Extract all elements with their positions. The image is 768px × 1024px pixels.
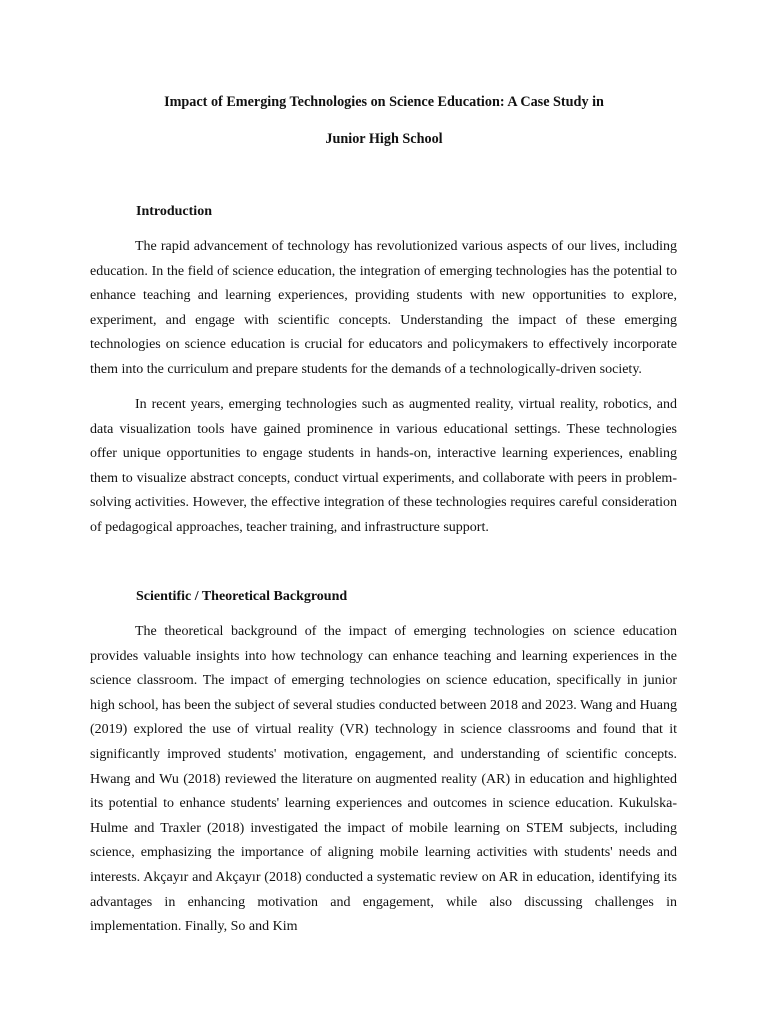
section-heading-introduction: Introduction (136, 204, 212, 219)
document-title-line-2: Junior High School (325, 131, 443, 147)
theoretical-background-paragraph-1: The theoretical background of the impact of emerging technologies on science education provides valuable insights into how technology can enhance teaching and learning experiences in the science classroom. The impact of emerging technologies on science education, specifically in junior high school, has been the subject of several studies conducted between 2018 and 2023. Wang and Huang (2019) explored the use of virtual reality (VR) technology in science classrooms and found that it significantly improved students' motivation, engagement, and understanding of scientific concepts. Hwang and Wu (2018) reviewed the literature on augmented reality (AR) in education and highlighted its potential to enhance students' learning experiences and outcomes in science education. Kukulska-Hulme and Traxler (2018) investigated the impact of mobile learning on STEM subjects, including science, emphasizing the importance of aligning mobile learning activities with students' needs and interests. Akçayır and Akçayır (2018) conducted a systematic review on AR in education, identifying its advantages in enhancing motivation and engagement, while also discussing challenges in implementation. Finally, So and Kim (90, 624, 677, 935)
section-heading-theoretical-background: Scientific / Theoretical Background (136, 589, 348, 604)
introduction-paragraph-2: In recent years, emerging technologies such as augmented reality, virtual reality, robotics, and data visualization tools have gained prominence in various educational settings. These technologies offer unique opportunities to engage students in hands-on, interactive learning experiences, enabling them to visualize abstract concepts, conduct virtual experiments, and collaborate with peers in problem-solving activities. However, the effective integration of these technologies requires careful consideration of pedagogical approaches, teacher training, and infrastructure support. (90, 397, 677, 535)
introduction-paragraph-1: The rapid advancement of technology has revolutionized various aspects of our lives, including education. In the field of science education, the integration of emerging technologies has the potential to enhance teaching and learning experiences, providing students with new opportunities to explore, experiment, and engage with scientific concepts. Understanding the impact of these emerging technologies on science education is crucial for educators and policymakers to effectively incorporate them into the curriculum and prepare students for the demands of a technologically-driven society. (90, 239, 677, 377)
document-title-line-1: Impact of Emerging Technologies on Science Education: A Case Study in (164, 94, 604, 110)
